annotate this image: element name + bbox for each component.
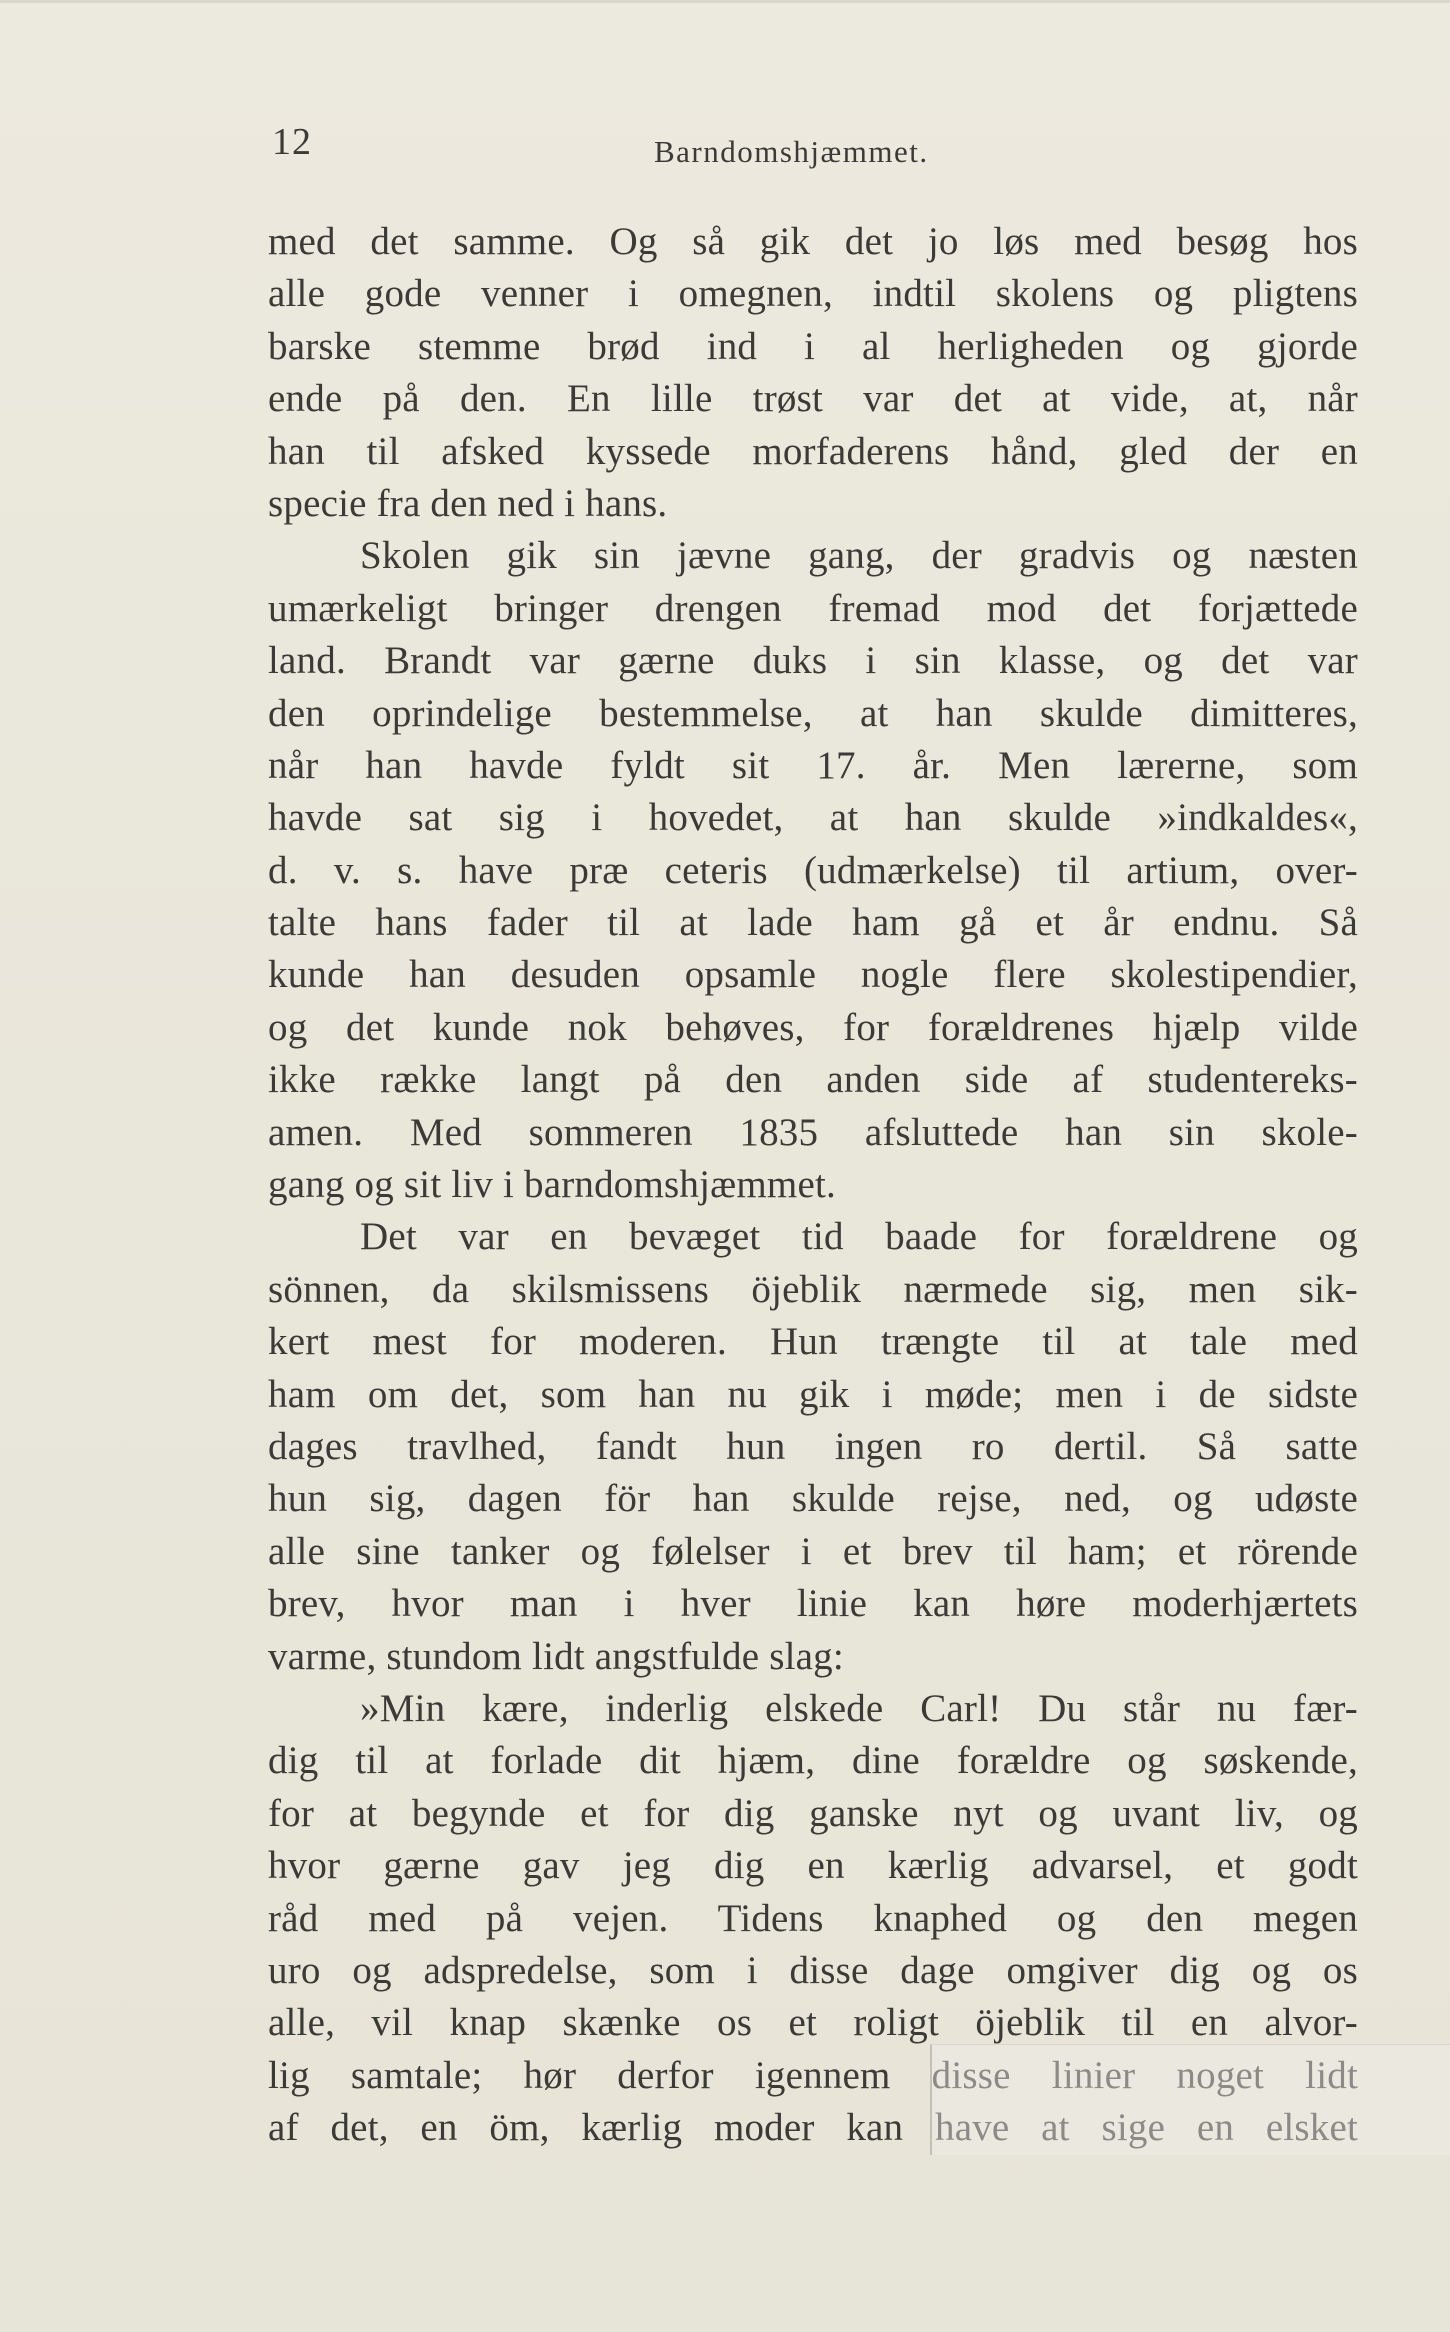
text-line: hvor gærne gav jeg dig en kærlig advarsel, et godt	[268, 1844, 1358, 1888]
text-line: varme, stundom lidt angstfulde slag:	[268, 1634, 844, 1678]
text-line: ham om det, som han nu gik i møde; men i de sidste	[268, 1372, 1358, 1416]
text-line: han til afsked kyssede morfaderens hånd, gled der en	[268, 429, 1358, 473]
text-line: med det samme. Og så gik det jo løs med besøg hos	[268, 220, 1358, 263]
text-line: Skolen gik sin jævne gang, der gradvis og næsten	[360, 534, 1358, 578]
text-line: og det kunde nok behøves, for forældrenes hjælp vilde	[268, 1005, 1358, 1049]
text-line: hun sig, dagen för han skulde rejse, ned, og udøste	[268, 1477, 1358, 1521]
text-line: af det, en öm, kærlig moder kan have at sige en elsket	[268, 2106, 1358, 2150]
text-line: brev, hvor man i hver linie kan høre moderhjærtets	[268, 1582, 1358, 1626]
page-number: 12	[272, 121, 312, 163]
page-edge	[0, 0, 1450, 3]
text-line: ikke række langt på den anden side af studentereks-	[268, 1058, 1358, 1102]
body-text	[268, 216, 1358, 2154]
text-line: sönnen, da skilsmissens öjeblik nærmede sig, men sik-	[268, 1267, 1358, 1311]
text-line: dig til at forlade dit hjæm, dine forældre og søskende,	[268, 1739, 1358, 1783]
text-line: dages travlhed, fandt hun ingen ro dertil. Så satte	[268, 1424, 1358, 1468]
text-line: kunde han desuden opsamle nogle flere skolestipendier,	[268, 953, 1358, 997]
text-line: talte hans fader til at lade ham gå et år endnu. Så	[268, 901, 1358, 945]
text-line: for at begynde et for dig ganske nyt og uvant liv, og	[268, 1791, 1358, 1835]
text-line: specie fra den ned i hans.	[268, 481, 668, 525]
text-line: alle sine tanker og følelser i et brev til ham; et rörende	[268, 1529, 1358, 1573]
text-line: den oprindelige bestemmelse, at han skulde dimitteres,	[268, 691, 1358, 735]
text-line: barske stemme brød ind i al herligheden og gjorde	[268, 324, 1358, 368]
text-line: lig samtale; hør derfor igennem disse linier noget lidt	[268, 2053, 1358, 2097]
text-line: gang og sit liv i barndomshjæmmet.	[268, 1163, 836, 1207]
text-line: umærkeligt bringer drengen fremad mod det forjættede	[268, 586, 1358, 630]
text-line: havde sat sig i hovedet, at han skulde »indkaldes«,	[268, 796, 1358, 840]
text-line: amen. Med sommeren 1835 afsluttede han sin skole-	[268, 1110, 1358, 1154]
text-line: kert mest for moderen. Hun trængte til at tale med	[268, 1320, 1358, 1364]
text-line: land. Brandt var gærne duks i sin klasse, og det var	[268, 639, 1358, 683]
text-line: råd med på vejen. Tidens knaphed og den megen	[268, 1896, 1358, 1940]
text-line: alle gode venner i omegnen, indtil skolens og pligtens	[268, 272, 1358, 316]
text-line: ende på den. En lille trøst var det at vide, at, når	[268, 377, 1358, 421]
page-header	[270, 120, 1360, 180]
text-line: Det var en bevæget tid baade for forældrene og	[360, 1215, 1358, 1259]
text-line: d. v. s. have præ ceteris (udmærkelse) til artium, over-	[268, 848, 1358, 892]
running-head: Barndomshjæmmet.	[654, 134, 929, 169]
text-line: »Min kære, inderlig elskede Carl! Du står nu fær-	[360, 1686, 1358, 1730]
text-line: når han havde fyldt sit 17. år. Men lærerne, som	[268, 743, 1358, 787]
text-line: uro og adspredelse, som i disse dage omgiver dig og os	[268, 1948, 1358, 1992]
text-line: alle, vil knap skænke os et roligt öjeblik til en alvor-	[268, 2001, 1358, 2045]
